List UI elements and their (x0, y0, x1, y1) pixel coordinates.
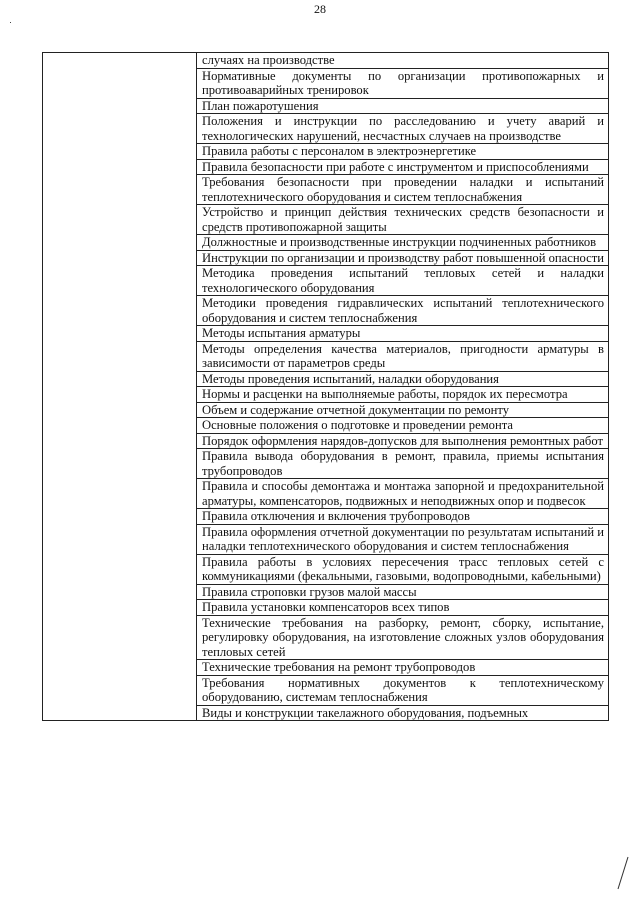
table-cell: Устройство и принцип действия технических средств безопасности и средств противопожарной защиты (197, 205, 609, 235)
table-cell: План пожаротушения (197, 98, 609, 114)
table-cell: Нормативные документы по организации противопожарных и противоаварийных тренировок (197, 68, 609, 98)
table-cell: Правила установки компенсаторов всех типов (197, 600, 609, 616)
table-cell: Требования безопасности при проведении наладки и испытаний теплотехнического оборудования и систем теплоснабжения (197, 175, 609, 205)
table-cell: Технические требования на разборку, ремонт, сборку, испытание, регулировку оборудования, на изготовление сложных узлов оборудования тепловых сетей (197, 615, 609, 660)
table-cell: Требования нормативных документов к теплотехническому оборудованию, системам теплоснабжения (197, 675, 609, 705)
table-cell: Виды и конструкции такелажного оборудования, подъемных (197, 705, 609, 721)
table-cell: Объем и содержание отчетной документации по ремонту (197, 402, 609, 418)
table-cell: Нормы и расценки на выполняемые работы, порядок их пересмотра (197, 387, 609, 403)
left-empty-cell (43, 53, 197, 721)
table-cell: Правила отключения и включения трубопроводов (197, 509, 609, 525)
table-cell: Положения и инструкции по расследованию и учету аварий и технологических нарушений, несчастных случаев на производстве (197, 114, 609, 144)
table-cell: Правила оформления отчетной документации по результатам испытаний и наладки теплотехнического оборудования и систем теплоснабжения (197, 524, 609, 554)
table-cell: Правила строповки грузов малой массы (197, 584, 609, 600)
table-cell: Технические требования на ремонт трубопроводов (197, 660, 609, 676)
table-cell: Правила работы в условиях пересечения трасс тепловых сетей с коммуникациями (фекальными, газовыми, водопроводными, кабельными) (197, 554, 609, 584)
table-cell: Методики проведения гидравлических испытаний теплотехнического оборудования и систем теплоснабжения (197, 296, 609, 326)
table-cell: Основные положения о подготовке и проведении ремонта (197, 418, 609, 434)
table-cell: Должностные и производственные инструкции подчиненных работников (197, 235, 609, 251)
table-cell: Методы определения качества материалов, пригодности арматуры в зависимости от параметров среды (197, 341, 609, 371)
table-cell: Правила вывода оборудования в ремонт, правила, приемы испытания трубопроводов (197, 449, 609, 479)
table-cell: случаях на производстве (197, 53, 609, 69)
table-cell: Правила работы с персоналом в электроэнергетике (197, 144, 609, 160)
table-cell: Порядок оформления нарядов-допусков для выполнения ремонтных работ (197, 433, 609, 449)
page-number: 28 (314, 2, 326, 16)
table-cell: Методы проведения испытаний, наладки оборудования (197, 371, 609, 387)
competency-table (42, 52, 609, 721)
table-cell: Инструкции по организации и производству работ повышенной опасности (197, 250, 609, 266)
table-row (43, 53, 609, 69)
table-cell: Правила безопасности при работе с инструментом и приспособлениями (197, 159, 609, 175)
margin-dot (10, 22, 11, 23)
table-cell: Методика проведения испытаний тепловых сетей и наладки технологического оборудования (197, 266, 609, 296)
pen-mark (594, 855, 634, 891)
table-cell: Методы испытания арматуры (197, 326, 609, 342)
table-cell: Правила и способы демонтажа и монтажа запорной и предохранительной арматуры, компенсаторов, подвижных и неподвижных опор и подвесок (197, 479, 609, 509)
